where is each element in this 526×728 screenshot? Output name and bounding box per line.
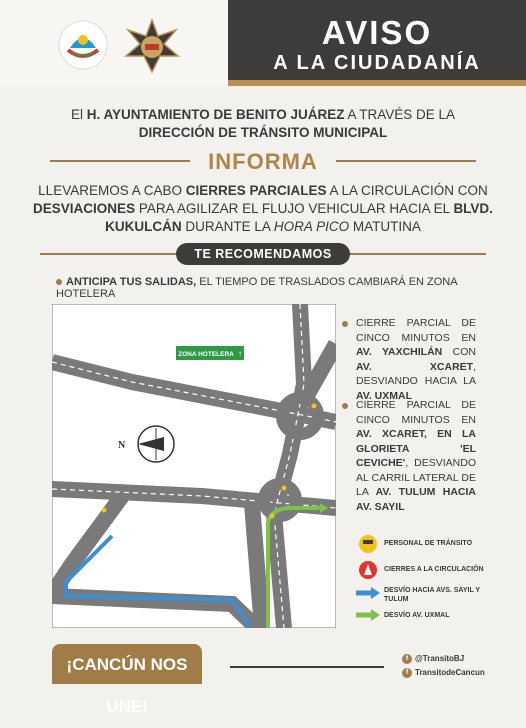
- cone-icon: [358, 560, 378, 580]
- msg-p3: PARA AGILIZAR EL FLUJO VEHICULAR HACIA EL: [135, 201, 454, 216]
- legend-green: DESVÍO AV. UXMAL: [384, 612, 450, 619]
- msg-p2: A LA CIRCULACIÓN CON: [326, 183, 488, 198]
- notice-message: [20, 182, 506, 236]
- c2-t2: , DESVIANDO AL CARRIL LATERAL DE LA: [356, 457, 476, 498]
- svg-text:↑: ↑: [238, 349, 242, 358]
- intro-part2: A TRAVÉS DE LA: [344, 107, 456, 122]
- msg-p5: MATUTINA: [349, 219, 421, 234]
- msg-b2: DESVIACIONES: [33, 201, 136, 216]
- facebook-handle[interactable]: [402, 668, 485, 678]
- legend-blue: DESVÍO HACIA AVS. SAYIL Y TULUM: [384, 587, 480, 603]
- facebook-icon: f: [402, 668, 412, 678]
- legend-officer: PERSONAL DE TRÁNSITO: [384, 540, 473, 547]
- c1-b1: AV. YAXCHILÁN: [356, 346, 443, 358]
- municipio-logo: [58, 20, 108, 70]
- closure-note-1: [342, 316, 476, 403]
- route-map: [52, 304, 336, 628]
- facebook-text: TransitodeCancun: [415, 668, 485, 678]
- road-vertical-mid: [252, 504, 262, 628]
- informa-title: INFORMA: [208, 149, 318, 174]
- anticipa-rest: EL TIEMPO DE TRASLADOS CAMBIARÁ EN ZONA HOTELERA: [56, 276, 457, 300]
- green-arrow-icon: [356, 608, 380, 622]
- officer-icon: [358, 534, 378, 554]
- c1-t1: CIERRE PARCIAL DE CINCO MINUTOS EN: [356, 317, 476, 344]
- msg-b1: CIERRES PARCIALES: [185, 183, 327, 198]
- msg-p1: LLEVAREMOS A CABO: [38, 183, 186, 198]
- recommend-pill: TE RECOMENDAMOS: [176, 243, 350, 265]
- aviso-subtitle: A LA CIUDADANÍA: [273, 52, 481, 74]
- intro-direccion: DIRECCIÓN DE TRÁNSITO MUNICIPAL: [138, 125, 388, 140]
- informa-heading: [50, 149, 476, 175]
- blue-arrow-icon: [356, 586, 380, 600]
- twitter-handle[interactable]: [402, 654, 464, 664]
- transito-badge-logo: [124, 18, 180, 74]
- compass-n: N: [118, 440, 126, 451]
- c1-b3: AV. UXMAL: [356, 389, 413, 402]
- officer-marker: [270, 514, 275, 519]
- intro-ayuntamiento: H. AYUNTAMIENTO DE BENITO JUÁREZ: [86, 107, 345, 122]
- c1-t2: CON: [442, 346, 476, 358]
- c2-t1: CIERRE PARCIAL DE CINCO MINUTOS EN: [356, 399, 476, 426]
- officer-marker: [282, 486, 287, 491]
- twitter-text: @TransitoBJ: [415, 654, 465, 664]
- anticipa-bold: ANTICIPA TUS SALIDAS,: [66, 276, 197, 288]
- closure-note-2: [342, 398, 476, 514]
- banner-accent: [228, 80, 526, 86]
- intro-part1: El: [70, 107, 87, 122]
- c2-b2: AV. TULUM HACIA AV. SAYIL: [356, 486, 476, 513]
- officer-marker: [312, 404, 317, 409]
- footer-divider: [230, 666, 384, 668]
- c1-t3: , DESVIANDO HACIA LA: [356, 360, 476, 387]
- slogan-banner: ¡CANCÚN NOS UNE!: [52, 644, 202, 684]
- legend-cone: CIERRES A LA CIRCULACIÓN: [384, 566, 484, 573]
- msg-i1: HORA PICO: [273, 219, 350, 234]
- aviso-title: AVISO: [321, 14, 433, 51]
- msg-p4: DURANTE LA: [181, 219, 274, 234]
- bullet-dot: [56, 279, 62, 285]
- intro-text: [20, 106, 506, 142]
- c2-b1: AV. XCARET, EN LA GLORIETA 'EL CEVICHE': [356, 428, 476, 469]
- msg-b3: BLVD. KUKULCÁN: [105, 201, 493, 234]
- officer-marker: [102, 508, 107, 513]
- zona-hotelera-label: ZONA HOTELERA: [178, 351, 234, 358]
- twitter-icon: t: [402, 654, 412, 664]
- anticipa-text: [56, 276, 496, 300]
- c1-b2: AV. XCARET: [356, 360, 474, 373]
